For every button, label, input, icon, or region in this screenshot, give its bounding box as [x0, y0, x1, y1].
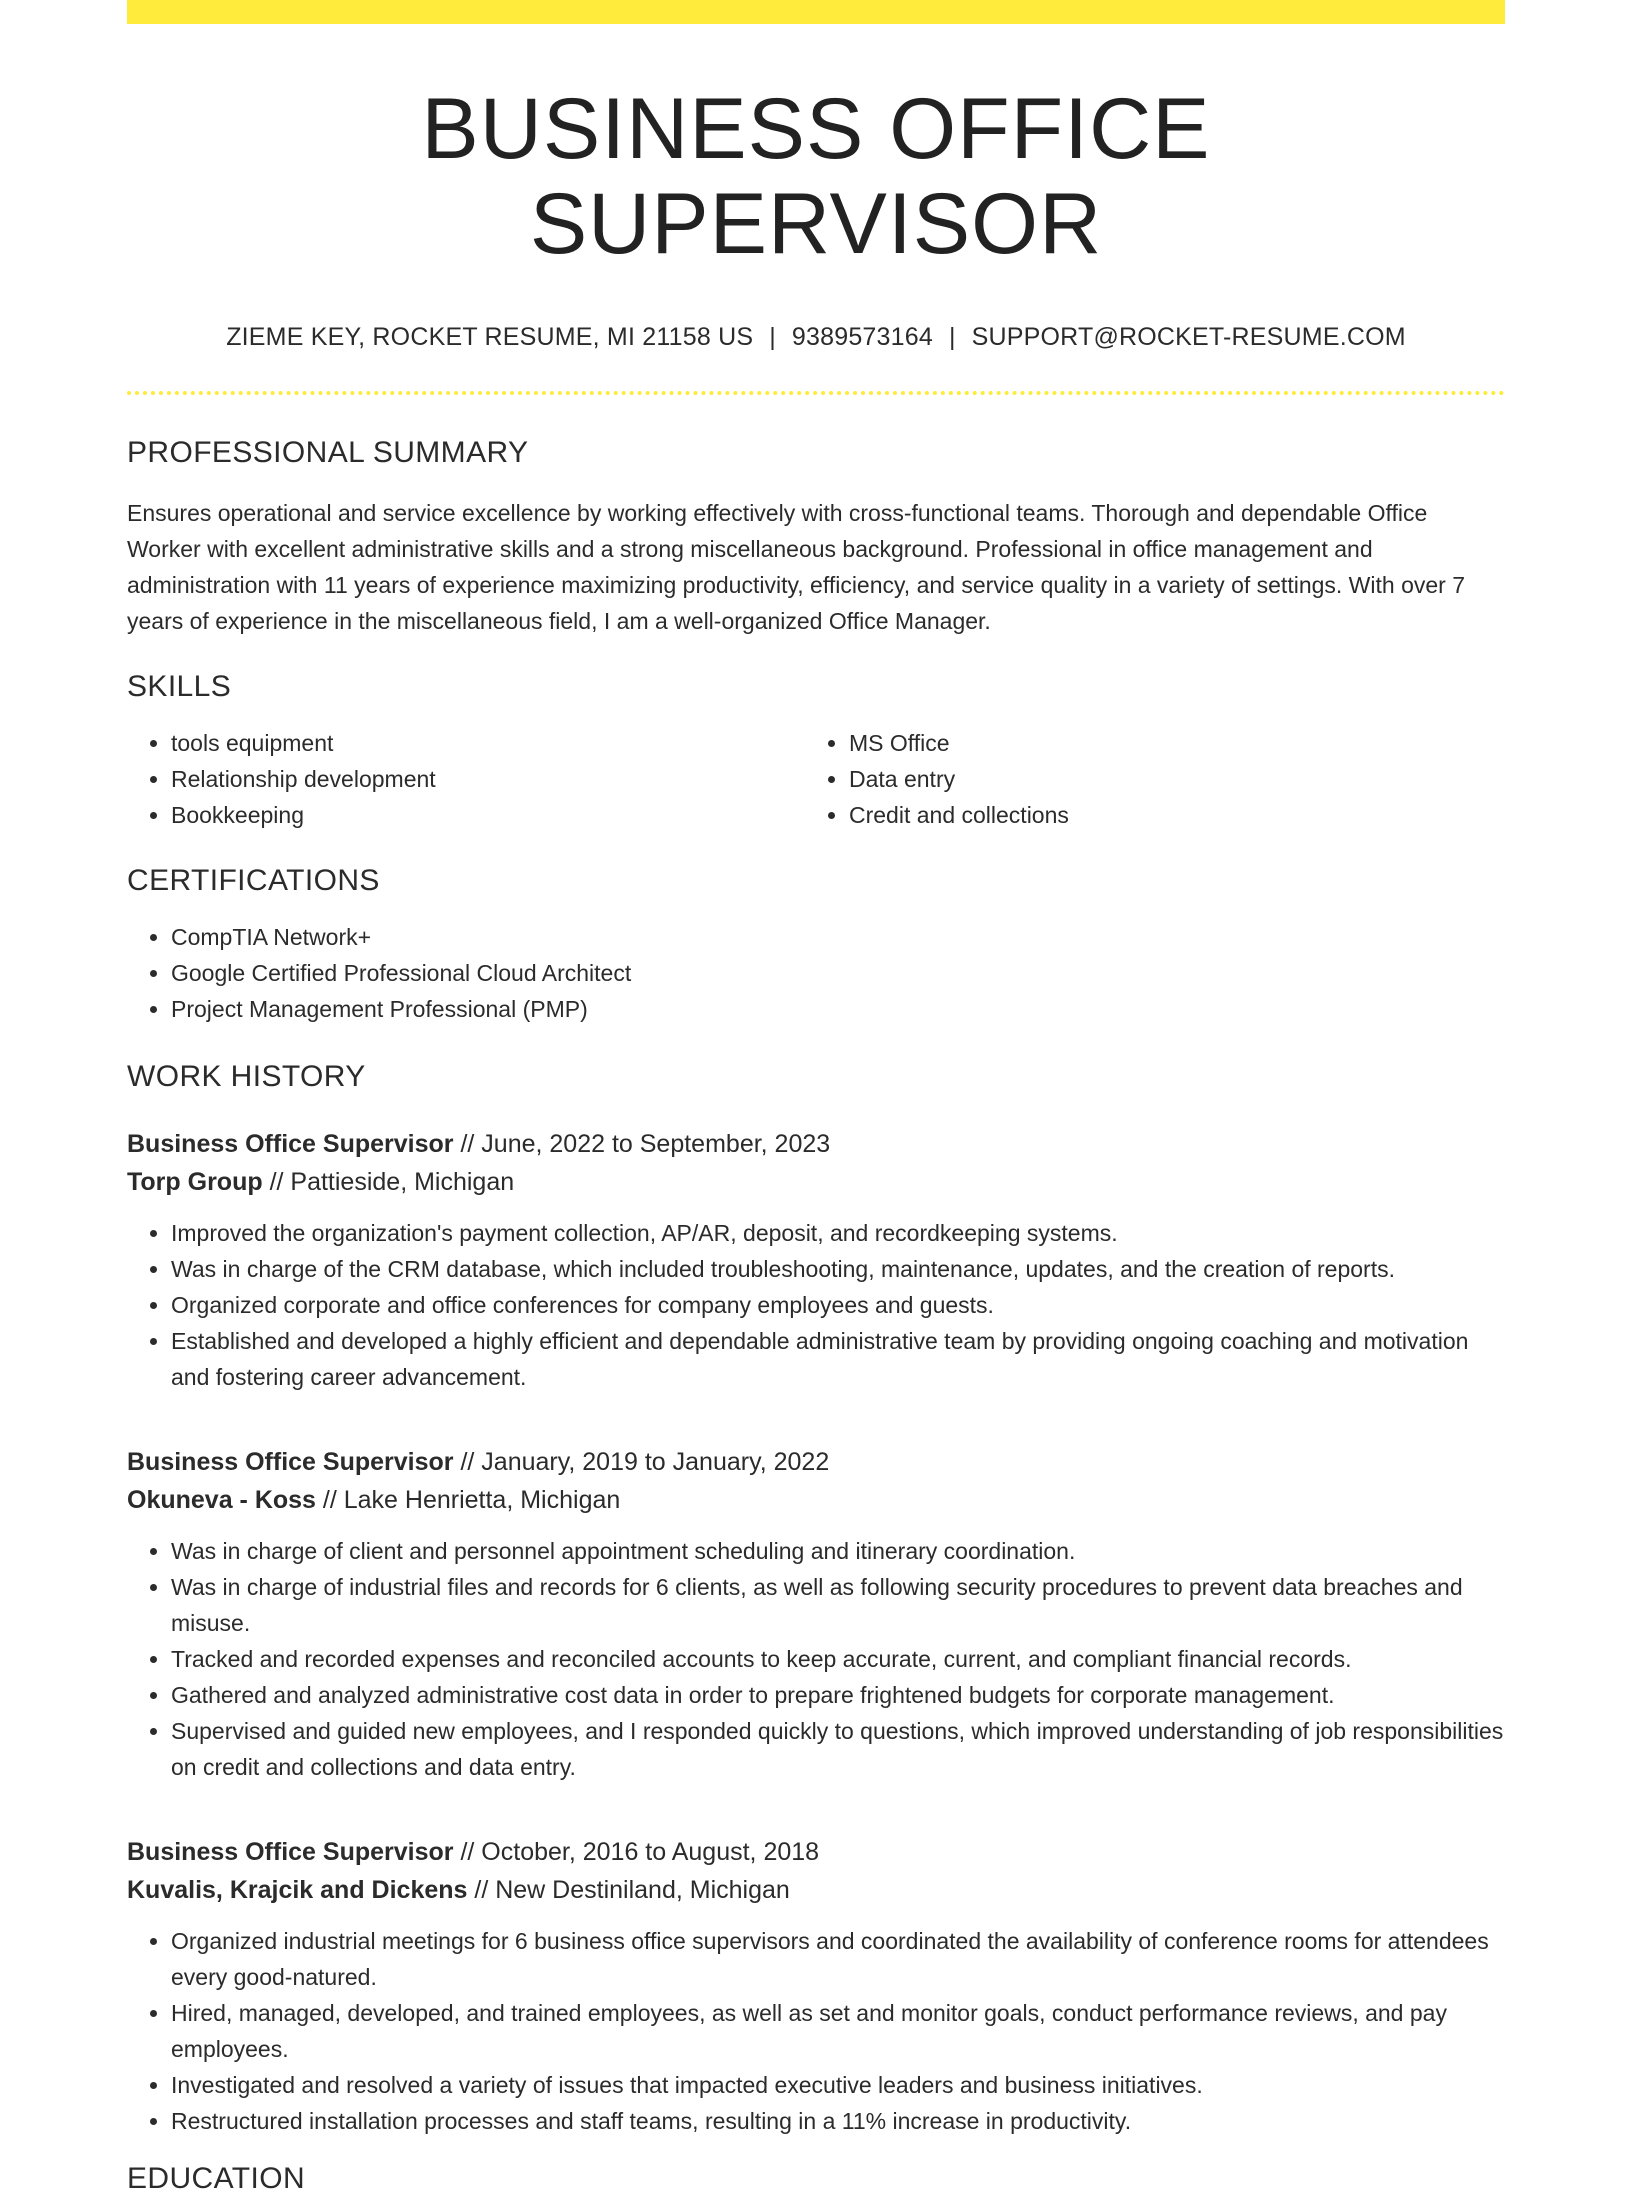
job-dates: // June, 2022 to September, 2023	[453, 1130, 831, 1159]
job-bullet: • Supervised and guided new employees, and I responded quickly to questions, which improved understanding of job responsibilities on credit and collections and data entry.	[171, 1713, 1505, 1785]
job-company-line	[127, 1163, 1505, 1201]
job-bullet: • Investigated and resolved a variety of issues that impacted executive leaders and business initiatives.	[171, 2067, 1505, 2103]
job-bullet: • Organized industrial meetings for 6 business office supervisors and coordinated the availability of conference rooms for attendees every good-natured.	[171, 1923, 1505, 1995]
job-role-line	[127, 1125, 1505, 1163]
certification-item: • Project Management Professional (PMP)	[171, 991, 1505, 1027]
job-role-line	[127, 1443, 1505, 1481]
resume-name-title: BUSINESS OFFICE SUPERVISOR	[421, 81, 1211, 272]
job-location: // Pattieside, Michigan	[262, 1168, 515, 1197]
job-role: Business Office Supervisor	[127, 1448, 454, 1477]
dotted-divider	[127, 391, 1505, 395]
education-heading: EDUCATION	[127, 2162, 306, 2196]
skill-item: • tools equipment	[171, 725, 805, 761]
job-role: Business Office Supervisor	[127, 1130, 454, 1159]
skill-item: • Relationship development	[171, 761, 805, 797]
resume-page	[127, 0, 1505, 2197]
job-location: // New Destiniland, Michigan	[467, 1876, 790, 1905]
job-bullets	[127, 1215, 1505, 1395]
job-bullets	[127, 1923, 1505, 2139]
job-entry	[127, 1833, 1505, 2139]
job-bullet: • Restructured installation processes and staff teams, resulting in a 11% increase in productivity.	[171, 2103, 1505, 2139]
job-company: Kuvalis, Krajcik and Dickens	[127, 1876, 468, 1905]
job-bullet: • Established and developed a highly efficient and dependable administrative team by providing ongoing coaching and motivation and fostering career advancement.	[171, 1323, 1505, 1395]
job-entry	[127, 1125, 1505, 1395]
skill-item: • MS Office	[849, 725, 1483, 761]
job-bullet: • Organized corporate and office conferences for company employees and guests.	[171, 1287, 1505, 1323]
job-company: Torp Group	[127, 1168, 263, 1197]
certification-item: • Google Certified Professional Cloud Architect	[171, 955, 1505, 991]
job-company-line	[127, 1481, 1505, 1519]
job-role-line	[127, 1833, 1505, 1871]
certifications-list	[127, 919, 1505, 1027]
contact-email: SUPPORT@ROCKET-RESUME.COM	[971, 323, 1406, 352]
skills-list-left	[127, 725, 805, 833]
contact-separator: |	[769, 323, 776, 352]
job-role: Business Office Supervisor	[127, 1838, 454, 1867]
job-bullet: • Was in charge of client and personnel appointment scheduling and itinerary coordination.	[171, 1533, 1505, 1569]
skills-grid	[127, 725, 1505, 833]
work-history-heading: WORK HISTORY	[127, 1060, 366, 1094]
skill-item: • Credit and collections	[849, 797, 1483, 833]
summary-heading: PROFESSIONAL SUMMARY	[127, 436, 529, 470]
job-entry	[127, 1443, 1505, 1785]
skill-item: • Data entry	[849, 761, 1483, 797]
contact-line	[127, 323, 1505, 352]
job-bullet: • Tracked and recorded expenses and reconciled accounts to keep accurate, current, and compliant financial records.	[171, 1641, 1505, 1677]
job-bullets	[127, 1533, 1505, 1785]
certification-item: • CompTIA Network+	[171, 919, 1505, 955]
job-bullet: • Hired, managed, developed, and trained employees, as well as set and monitor goals, conduct performance reviews, and pay employees.	[171, 1995, 1505, 2067]
skills-list-right	[805, 725, 1483, 833]
job-company: Okuneva - Koss	[127, 1486, 316, 1515]
accent-top-bar	[127, 0, 1505, 24]
skill-item: • Bookkeeping	[171, 797, 805, 833]
summary-text: Ensures operational and service excellence by working effectively with cross-functional teams. Thorough and dependable Office Worker with excellent administrative skills and a strong miscellaneous background. Professional in office management and administration with 11 years of experience maximizing productivity, efficiency, and service quality in a variety of settings. With over 7 years of experience in the miscellaneous field, I am a well-organized Office Manager.	[127, 500, 1465, 635]
job-location: // Lake Henrietta, Michigan	[315, 1486, 621, 1515]
job-bullet: • Was in charge of the CRM database, which included troubleshooting, maintenance, updates, and the creation of reports.	[171, 1251, 1505, 1287]
job-bullet: • Gathered and analyzed administrative cost data in order to prepare frightened budgets for corporate management.	[171, 1677, 1505, 1713]
job-bullet: • Was in charge of industrial files and records for 6 clients, as well as following security procedures to prevent data breaches and misuse.	[171, 1569, 1505, 1641]
job-dates: // October, 2016 to August, 2018	[453, 1838, 820, 1867]
skills-heading: SKILLS	[127, 670, 232, 704]
certifications-heading: CERTIFICATIONS	[127, 864, 380, 898]
contact-phone: 9389573164	[791, 323, 933, 352]
job-company-line	[127, 1871, 1505, 1909]
job-bullet: • Improved the organization's payment collection, AP/AR, deposit, and recordkeeping systems.	[171, 1215, 1505, 1251]
contact-separator: |	[948, 323, 956, 352]
job-dates: // January, 2019 to January, 2022	[453, 1448, 830, 1477]
contact-address: ZIEME KEY, ROCKET RESUME, MI 21158 US	[226, 323, 754, 352]
